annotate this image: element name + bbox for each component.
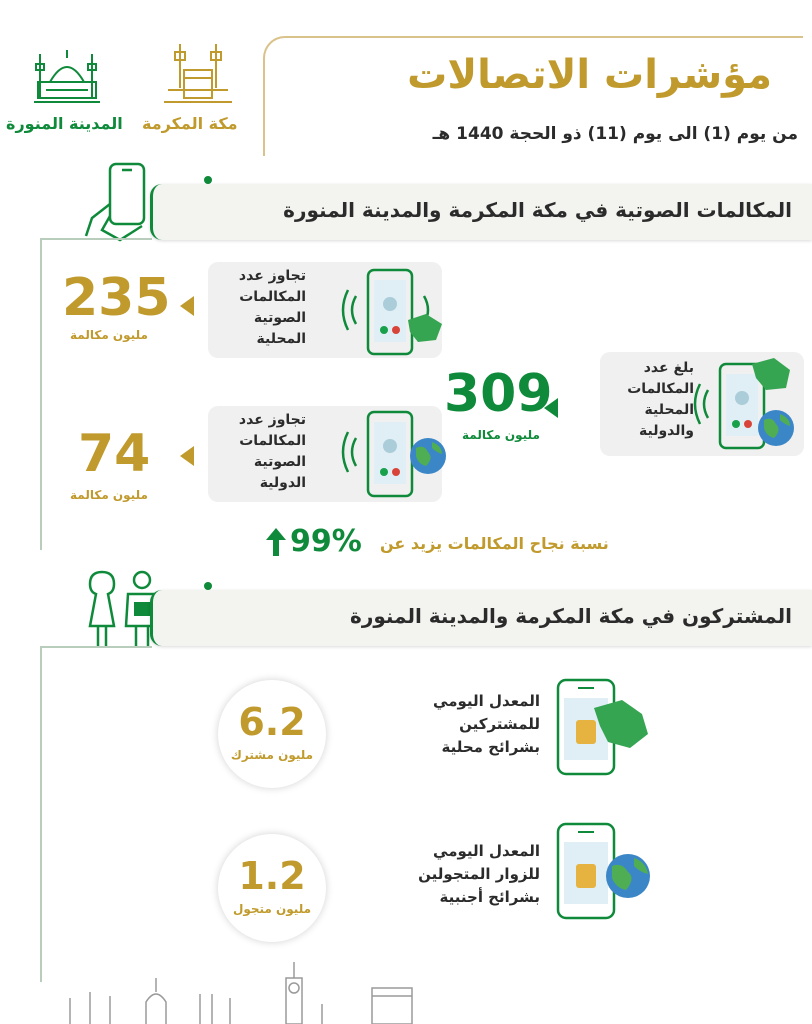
local-subscribers-value: 6.2: [238, 700, 306, 744]
connector-line: [40, 238, 152, 240]
intl-calls-unit: مليون مكالمة: [70, 488, 148, 502]
sim-card-icon: [548, 820, 658, 924]
success-rate-value: 99%: [290, 524, 362, 559]
total-calls-unit: مليون مكالمة: [462, 428, 540, 442]
local-subscribers-circle: [218, 680, 326, 788]
total-calls-value: 309: [444, 364, 553, 424]
voice-section-header: [150, 184, 812, 240]
pointer-arrow: [180, 446, 194, 466]
intl-calls-text: تجاوز عدد المكالمات الصوتية الدولية: [238, 412, 306, 491]
intl-calls-value: 74: [78, 424, 151, 484]
roaming-subscribers-value: 1.2: [238, 854, 306, 898]
city-label-madinah: المدينة المنورة: [6, 114, 123, 133]
phone-call-icon: [690, 356, 800, 452]
connector-line: [40, 646, 42, 982]
connector-line: [40, 238, 42, 550]
phone-call-icon: [338, 408, 450, 500]
page-title: مؤشرات الاتصالات: [407, 52, 772, 98]
hand-phone-icon: [80, 160, 160, 244]
success-rate-text: نسبة نجاح المكالمات يزيد عن: [380, 534, 609, 553]
globe-icon: [758, 410, 794, 446]
subscribers-section-header: [150, 590, 812, 646]
pointer-arrow: [180, 296, 194, 316]
sim-card-icon: [548, 676, 658, 780]
connector-line: [40, 646, 152, 648]
city-label-makkah: مكة المكرمة: [142, 114, 238, 133]
section-dot: [204, 176, 212, 184]
globe-icon: [410, 438, 446, 474]
roaming-subscribers-circle: [218, 834, 326, 942]
skyline-icon: [60, 958, 440, 1024]
kaaba-icon: [160, 40, 236, 110]
local-calls-text: تجاوز عدد المكالمات الصوتية المحلية: [238, 268, 306, 347]
local-subscribers-unit: مليون مشترك: [230, 748, 314, 762]
globe-icon: [606, 854, 650, 898]
section-dot: [204, 582, 212, 590]
page-subtitle: من يوم (1) الى يوم (11) ذو الحجة 1440 هـ: [432, 124, 798, 144]
roaming-subscribers-text: المعدل اليومي للزوار المتجولين بشرائح أجنبية: [418, 842, 540, 906]
total-calls-text: بلغ عدد المكالمات المحلية والدولية: [627, 360, 694, 439]
mosque-icon: [30, 44, 104, 106]
local-calls-unit: مليون مكالمة: [70, 328, 148, 342]
roaming-subscribers-unit: مليون متجول: [232, 902, 312, 916]
phone-call-icon: [338, 266, 450, 358]
subscribers-section-title: المشتركون في مكة المكرمة والمدينة المنورة: [350, 604, 792, 628]
local-subscribers-text: المعدل اليومي للمشتركين بشرائح محلية: [433, 692, 540, 756]
local-calls-value: 235: [62, 268, 171, 328]
voice-section-title: المكالمات الصوتية في مكة المكرمة والمدينة المنورة: [283, 198, 792, 222]
arrow-up-icon: [264, 526, 288, 558]
